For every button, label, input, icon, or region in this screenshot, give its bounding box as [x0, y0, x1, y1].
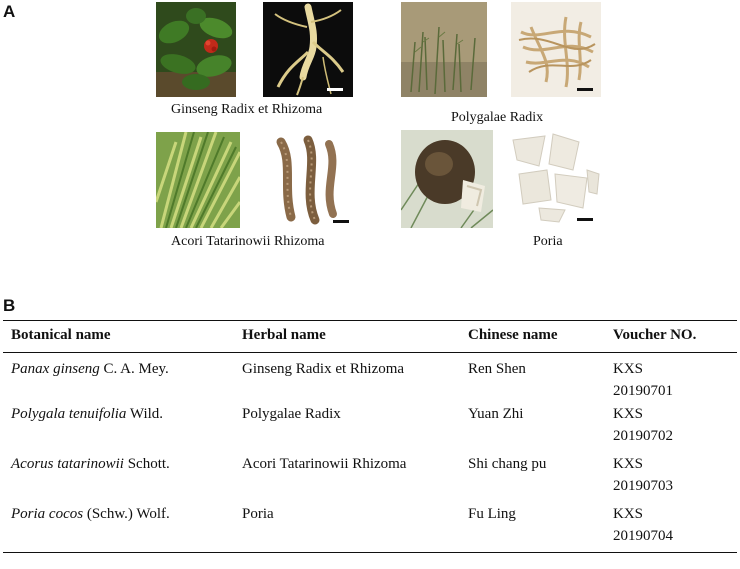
authority: C. A. Mey.	[99, 361, 169, 377]
voucher-prefix: KXS	[613, 455, 644, 472]
voucher-cell	[605, 503, 737, 553]
herbal-name-cell: Polygalae Radix	[242, 405, 341, 422]
voucher-prefix: KXS	[613, 361, 644, 377]
acorus-rhizome-photo	[263, 132, 355, 228]
table-row	[3, 503, 737, 553]
voucher-cell	[605, 453, 737, 503]
voucher-cell	[605, 403, 737, 453]
scale-bar	[333, 220, 349, 223]
polygala-plant-photo	[401, 2, 487, 97]
botanical-name-cell	[3, 403, 234, 453]
species-name: Poria cocos	[11, 505, 84, 522]
ginseng-plant-photo	[156, 2, 236, 97]
chinese-name-cell: Shi chang pu	[468, 455, 547, 472]
herb-table	[3, 320, 737, 553]
chinese-name-cell: Ren Shen	[468, 361, 526, 377]
panel-a-label: A	[3, 2, 16, 21]
voucher-number: 20190702	[613, 427, 673, 444]
acorus-plant-photo	[156, 132, 240, 228]
caption-acori: Acori Tatarinowii Rhizoma	[171, 234, 325, 249]
scale-bar	[577, 88, 593, 91]
poria-slices-photo	[509, 130, 601, 228]
chinese-name-cell: Fu Ling	[468, 505, 516, 522]
header-chinese-name: Chinese name	[468, 326, 558, 343]
header-voucher-no: Voucher NO.	[613, 326, 697, 343]
herbal-name-cell: Acori Tatarinowii Rhizoma	[242, 455, 407, 472]
botanical-name-cell	[3, 453, 234, 503]
voucher-number: 20190704	[613, 527, 673, 544]
table-row	[3, 353, 737, 403]
scale-bar	[577, 218, 593, 221]
species-name: Acorus tatarinowii	[11, 455, 124, 472]
caption-polygalae: Polygalae Radix	[451, 110, 544, 125]
botanical-name-cell	[3, 503, 234, 553]
table-row	[3, 453, 737, 503]
caption-poria: Poria	[533, 234, 563, 249]
header-botanical-name: Botanical name	[11, 326, 111, 343]
authority: (Schw.) Wolf.	[83, 505, 170, 522]
table-row	[3, 403, 737, 453]
polygala-root-photo	[511, 2, 601, 97]
authority: Wild.	[126, 405, 164, 422]
voucher-number: 20190703	[613, 477, 673, 494]
voucher-prefix: KXS	[613, 405, 644, 422]
chinese-name-cell: Yuan Zhi	[468, 405, 524, 422]
botanical-name-cell	[3, 353, 234, 403]
header-herbal-name: Herbal name	[242, 326, 326, 343]
voucher-number: 20190701	[613, 383, 673, 399]
caption-ginseng: Ginseng Radix et Rhizoma	[171, 102, 323, 117]
panel-b-label: B	[3, 296, 16, 315]
scale-bar	[327, 88, 343, 91]
voucher-cell	[605, 353, 737, 403]
species-name: Panax ginseng	[11, 361, 100, 377]
ginseng-root-photo	[263, 2, 353, 97]
table-header-row	[3, 321, 737, 353]
voucher-prefix: KXS	[613, 505, 644, 522]
authority: Schott.	[123, 455, 170, 472]
herbal-name-cell: Poria	[242, 505, 274, 522]
herbal-name-cell: Ginseng Radix et Rhizoma	[242, 361, 405, 377]
species-name: Polygala tenuifolia	[11, 405, 127, 422]
poria-photo	[401, 130, 493, 228]
